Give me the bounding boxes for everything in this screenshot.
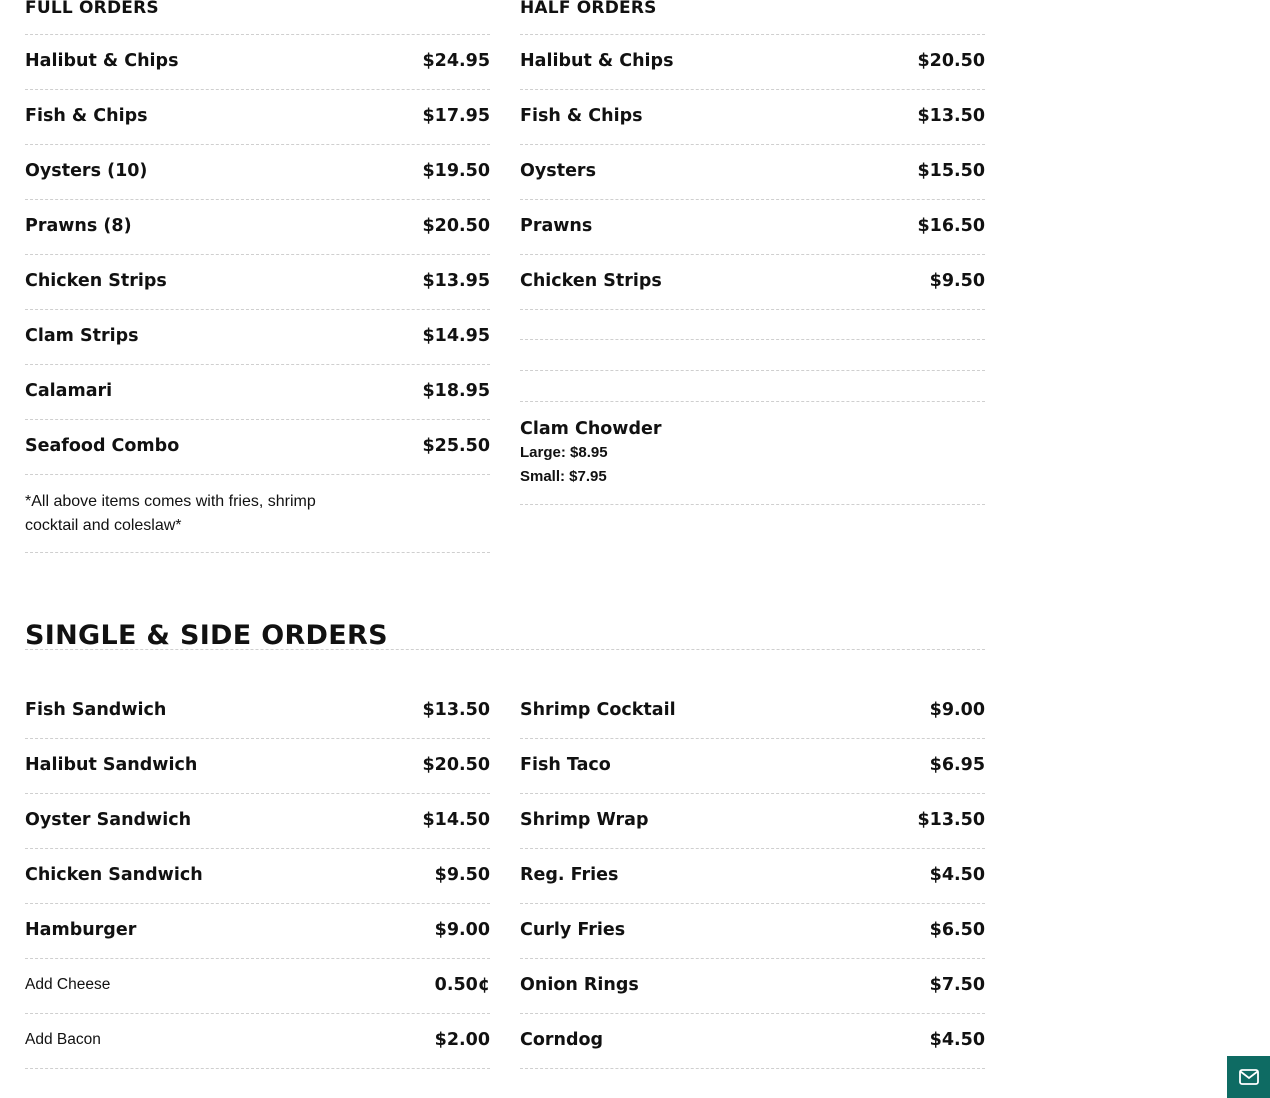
menu-item (25, 684, 490, 739)
menu-item (520, 904, 985, 959)
menu-item-name: Halibut & Chips (520, 51, 674, 71)
menu-item-price: $18.95 (422, 381, 490, 401)
contact-button[interactable] (1227, 1056, 1270, 1098)
menu-item-name: Reg. Fries (520, 865, 619, 885)
menu-addon (25, 959, 490, 1014)
menu-item-price: $4.50 (929, 865, 985, 885)
menu-item-price: $20.50 (422, 755, 490, 775)
menu-item-name: Fish & Chips (520, 106, 643, 126)
menu-item (25, 849, 490, 904)
envelope-icon (1239, 1069, 1259, 1085)
menu-item (25, 255, 490, 310)
full-orders-column (25, 0, 490, 553)
menu-item-price: $20.50 (917, 51, 985, 71)
half-orders-column (520, 0, 985, 505)
menu-item-name: Oysters (10) (25, 161, 148, 181)
menu-item (520, 200, 985, 255)
half-orders-heading: HALF ORDERS (520, 0, 985, 35)
menu-item (25, 794, 490, 849)
menu-item-name: Shrimp Cocktail (520, 700, 676, 720)
menu-item-price: $2.00 (434, 1030, 490, 1050)
menu-item-name: Chicken Strips (25, 271, 167, 291)
menu-item-name: Prawns (8) (25, 216, 132, 236)
menu-item (520, 794, 985, 849)
menu-item-name: Oyster Sandwich (25, 810, 192, 830)
menu-item-price: $9.00 (434, 920, 490, 940)
menu-item-price: $4.50 (929, 1030, 985, 1050)
single-orders-left-column (25, 684, 490, 1069)
menu-item-price: $9.50 (929, 271, 985, 291)
menu-item-name: Prawns (520, 216, 593, 236)
menu-item-price: $25.50 (422, 436, 490, 456)
menu-item-name: Hamburger (25, 920, 137, 940)
menu-item (25, 145, 490, 200)
menu-item-price: $17.95 (422, 106, 490, 126)
single-orders-right-column (520, 684, 985, 1069)
menu-item-name: Shrimp Wrap (520, 810, 649, 830)
menu-item-price: $13.50 (917, 810, 985, 830)
menu-item (520, 1014, 985, 1069)
full-orders-note (25, 475, 490, 553)
menu-item-price: $6.95 (929, 755, 985, 775)
menu-item-price: $15.50 (917, 161, 985, 181)
menu-item (520, 739, 985, 794)
empty-row (520, 340, 985, 371)
note-text: *All above items comes with fries, shrimp cocktail and coleslaw* (25, 493, 316, 534)
menu-item (520, 849, 985, 904)
menu-item-price: $13.50 (917, 106, 985, 126)
menu-item-name: Chicken Sandwich (25, 865, 203, 885)
chowder-title: Clam Chowder (520, 419, 662, 439)
menu-item-name: Curly Fries (520, 920, 626, 940)
menu-item-price: $24.95 (422, 51, 490, 71)
menu-item (520, 959, 985, 1014)
empty-row (520, 371, 985, 402)
menu-item-price: 0.50¢ (434, 975, 490, 995)
menu-item (25, 420, 490, 475)
menu-item-name: Chicken Strips (520, 271, 662, 291)
chowder-large-price: Large: $8.95 (520, 444, 608, 461)
menu-item-name: Fish Taco (520, 755, 611, 775)
menu-item-price: $20.50 (422, 216, 490, 236)
menu-item-price: $13.50 (422, 700, 490, 720)
menu-item (520, 255, 985, 310)
empty-row (520, 310, 985, 340)
menu-item-name: Add Cheese (25, 976, 111, 993)
menu-item (520, 35, 985, 90)
menu-item-name: Add Bacon (25, 1031, 101, 1048)
menu-item (520, 90, 985, 145)
menu-item (25, 310, 490, 365)
menu-item (25, 90, 490, 145)
menu-item-name: Oysters (520, 161, 596, 181)
menu-item-name: Seafood Combo (25, 436, 180, 456)
menu-item-name: Halibut Sandwich (25, 755, 198, 775)
menu-item (25, 739, 490, 794)
full-orders-heading: FULL ORDERS (25, 0, 490, 35)
clam-chowder-item (520, 402, 985, 505)
menu-item-name: Corndog (520, 1030, 604, 1050)
menu-item-price: $14.95 (422, 326, 490, 346)
menu-item-name: Onion Rings (520, 975, 639, 995)
menu-item-name: Fish & Chips (25, 106, 148, 126)
menu-item-name: Clam Strips (25, 326, 139, 346)
menu-item (520, 145, 985, 200)
menu-addon (25, 1014, 490, 1069)
menu-item-price: $14.50 (422, 810, 490, 830)
single-side-heading: SINGLE & SIDE ORDERS (25, 616, 985, 650)
menu-item (520, 684, 985, 739)
menu-item-name: Halibut & Chips (25, 51, 179, 71)
menu-item-name: Fish Sandwich (25, 700, 167, 720)
menu-item (25, 365, 490, 420)
menu-item (25, 35, 490, 90)
menu-item-price: $16.50 (917, 216, 985, 236)
menu-item (25, 904, 490, 959)
menu-item-price: $6.50 (929, 920, 985, 940)
menu-item-price: $9.50 (434, 865, 490, 885)
menu-item-price: $7.50 (929, 975, 985, 995)
menu-item-name: Calamari (25, 381, 113, 401)
menu-item (25, 200, 490, 255)
menu-item-price: $9.00 (929, 700, 985, 720)
menu-item-price: $13.95 (422, 271, 490, 291)
menu-item-price: $19.50 (422, 161, 490, 181)
chowder-small-price: Small: $7.95 (520, 468, 607, 485)
